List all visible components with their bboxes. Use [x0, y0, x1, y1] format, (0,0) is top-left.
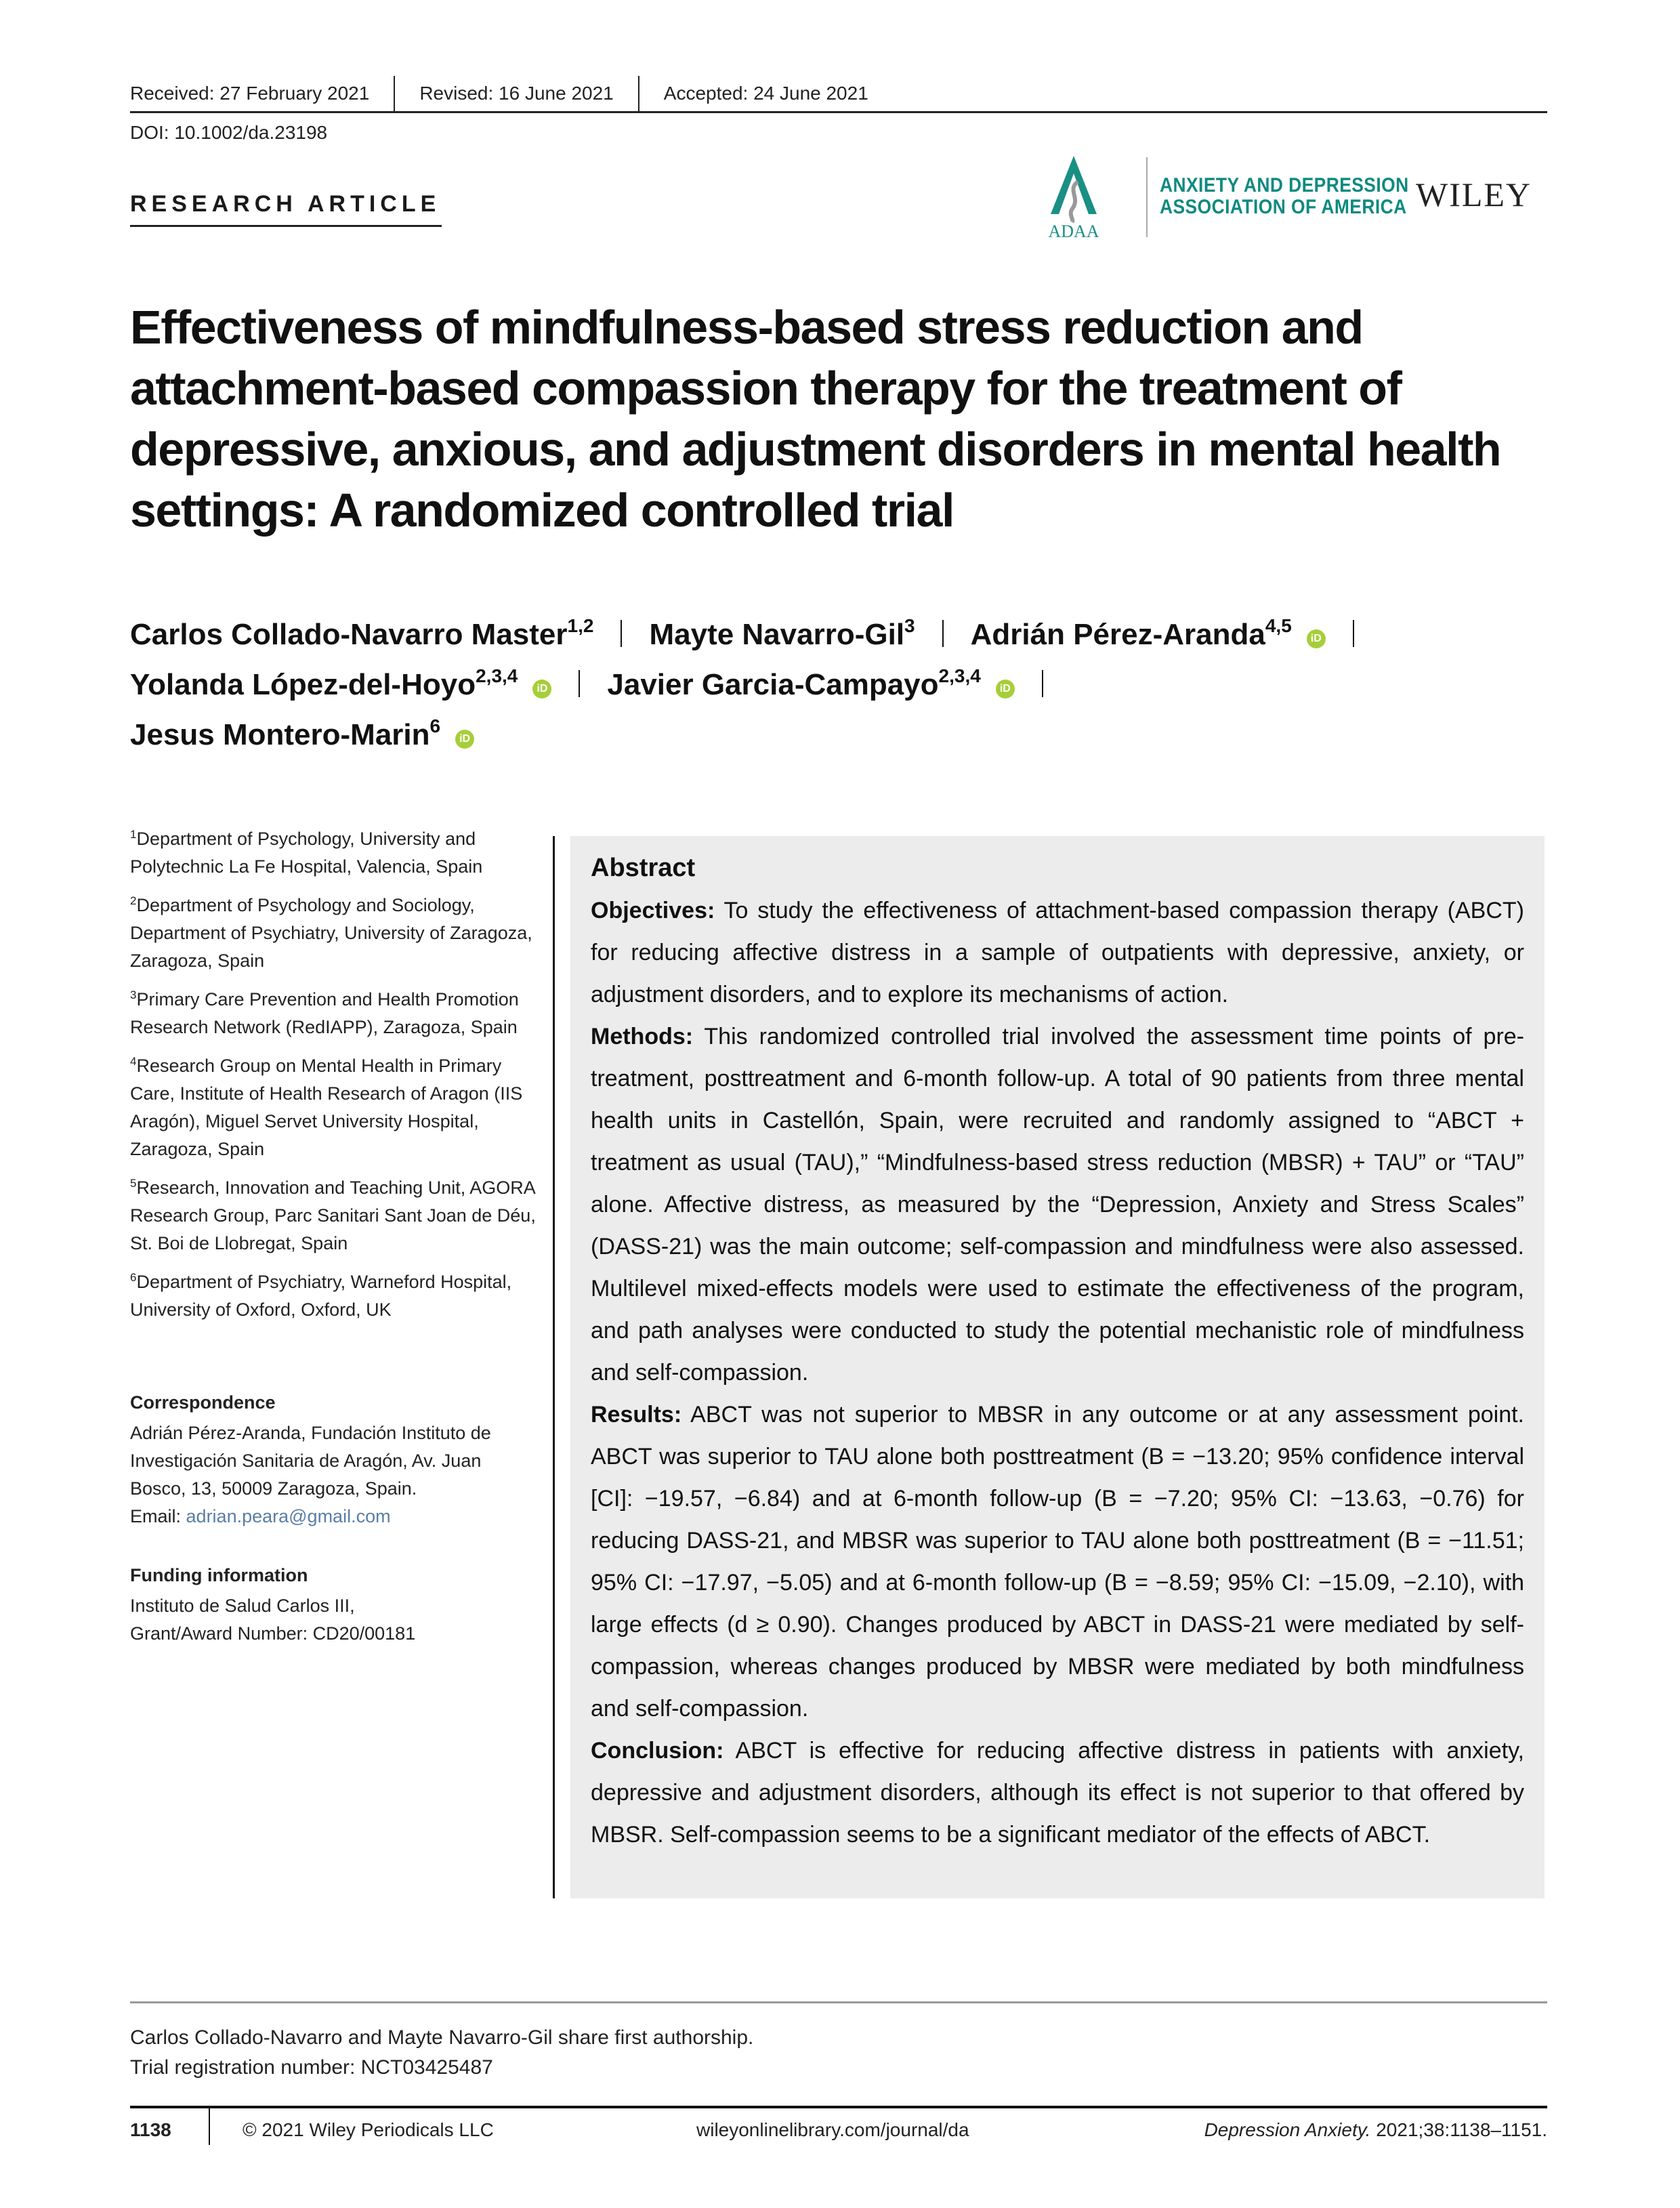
author-separator — [579, 670, 580, 697]
journal-url[interactable]: wileyonlinelibrary.com/journal/da — [696, 2119, 969, 2140]
wiley-logo: WILEY — [1416, 175, 1532, 213]
trial-registration: Trial registration number: NCT03425487 — [130, 2056, 493, 2079]
grant-number: Grant/Award Number: CD20/00181 — [130, 1623, 416, 1644]
correspondence-heading: Correspondence — [130, 1392, 276, 1413]
adaa-wordmark — [1160, 175, 1409, 218]
abstract-methods: Methods: This randomized controlled trial involved the assessment time points of pre-treatment, posttreatment and 6-month follow-up. A total of 90 patients from three mental health units in Castellón, Spain, were recruited and randomly assigned to “ABCT + treatment as usual (TAU),” “Mindfulness-based stress reduction (MBSR) + TAU” or “TAU” alone. Affective distress, as measured by the “Depression, Anxiety and Stress Scales” (DASS-21) was the main outcome; self-compassion and mindfulness were also assessed. Multilevel mixed-effects models were used to estimate the effectiveness of the program, and path analyses were conducted to study the potential mechanistic role of mindfulness and self-compassion. — [591, 1024, 1524, 1386]
first-authorship-note: Carlos Collado-Navarro and Mayte Navarro-Gil share first authorship. — [130, 2026, 754, 2049]
footnote-rule — [130, 2001, 1547, 2003]
author-separator — [1353, 620, 1354, 647]
author[interactable]: Yolanda López-del-Hoyo$^{2,3,4}$ — [130, 665, 518, 701]
received-date: Received: 27 February 2021 — [130, 76, 395, 111]
author-separator — [1042, 670, 1043, 697]
logo-divider — [1146, 157, 1148, 237]
affiliation: $^3$Primary Care Prevention and Health Promotion Research Network (RedIAPP), Zaragoza, Spain — [130, 988, 519, 1037]
author[interactable]: Javier Garcia-Campayo$^{2,3,4}$ — [607, 665, 981, 701]
adaa-logo-icon — [1047, 154, 1101, 240]
page-footer — [130, 2108, 1547, 2152]
orcid-icon[interactable]: iD — [455, 730, 474, 749]
revised-date: Revised: 16 June 2021 — [395, 76, 639, 111]
orcid-icon[interactable]: iD — [996, 680, 1015, 699]
affiliation: $^4$Research Group on Mental Health in Primary Care, Institute of Health Research of Aragon (IIS Aragón), Miguel Servet University Hospital, Zaragoza, Spain — [130, 1055, 523, 1159]
abstract-box — [570, 836, 1545, 1898]
page-number: 1138 — [130, 2119, 171, 2140]
author[interactable]: Mayte Navarro-Gil$^3$ — [649, 615, 915, 651]
abstract-objectives: Objectives: To study the effectiveness of attachment-based compassion therapy (ABCT) for reducing affective distress in a sample of outpatients with depressive, anxiety, or adjustment disorders, and to explore its mechanisms of action. — [591, 898, 1524, 1007]
journal-citation: Depression Anxiety. 2021;38:1138–1151. — [1204, 2119, 1547, 2140]
author-separator — [942, 620, 944, 647]
article-title: Effectiveness of mindfulness-based stress reduction and attachment-based compassion therapy for the treatment of depressive, anxious, and adjustment disorders in mental health settings: A randomized controlled trial — [130, 301, 1501, 537]
header-rule — [130, 111, 1547, 113]
footnotes — [130, 2023, 753, 2083]
doi[interactable]: DOI: 10.1002/da.23198 — [130, 122, 328, 143]
author[interactable]: Jesus Montero-Marin$^6$ — [130, 715, 441, 751]
affiliation: $^2$Department of Psychology and Sociology, Department of Psychiatry, University of Zaragoza, Zaragoza, Spain — [130, 894, 532, 971]
author[interactable]: Adrián Pérez-Aranda$^{4,5}$ — [970, 615, 1292, 651]
funding-source: Instituto de Salud Carlos III, — [130, 1596, 355, 1616]
article-type-underline — [130, 225, 442, 227]
affiliation: $^5$Research, Innovation and Teaching Unit, AGORA Research Group, Parc Sanitari Sant Joan de Déu, St. Boi de Llobregat, Spain — [130, 1177, 536, 1253]
author-separator — [621, 620, 622, 647]
orcid-icon[interactable]: iD — [1307, 629, 1326, 648]
publication-dates — [130, 76, 893, 111]
funding-info — [130, 1562, 537, 1648]
affiliations — [130, 825, 537, 1335]
copyright: © 2021 Wiley Periodicals LLC — [243, 2119, 494, 2140]
author[interactable]: Carlos Collado-Navarro Master$^{1,2}$ — [130, 615, 594, 651]
article-type: RESEARCH ARTICLE — [130, 191, 441, 217]
footer-divider — [209, 2108, 210, 2145]
affiliation: $^1$Department of Psychology, University and Polytechnic La Fe Hospital, Valencia, Spain — [130, 828, 483, 877]
funding-heading: Funding information — [130, 1565, 308, 1585]
affiliation: $^6$Department of Psychiatry, Warneford Hospital, University of Oxford, Oxford, UK — [130, 1271, 512, 1320]
correspondence-address: Adrián Pérez-Aranda, Fundación Instituto de Investigación Sanitaria de Aragón, Av. Juan Bosco, 13, 50009 Zaragoza, Spain. — [130, 1423, 491, 1499]
adaa-line-1: ANXIETY AND DEPRESSION — [1160, 174, 1409, 196]
abstract-heading: Abstract — [591, 854, 696, 882]
correspondence — [130, 1389, 537, 1530]
accepted-date: Accepted: 24 June 2021 — [663, 83, 868, 104]
author-list — [130, 610, 1553, 760]
svg-text:ADAA: ADAA — [1048, 222, 1099, 240]
adaa-line-2: ASSOCIATION OF AMERICA — [1160, 196, 1407, 218]
abstract-results: Results: ABCT was not superior to MBSR in any outcome or at any assessment point. ABCT was superior to TAU alone both posttreatment (B = −13.20; 95% confidence interval [CI]: −19.57, −6.84) and at 6-month follow-up (B = −7.20; 95% CI: −13.63, −0.76) for reducing DASS-21, and MBSR was superior to TAU alone both posttreatment (B = −11.51; 95% CI: −17.97, −5.05) and at 6-month follow-up (B = −8.59; 95% CI: −15.09, −2.10), with large effects (d ≥ 0.90). Changes produced by ABCT in DASS-21 were mediated by self-compassion, whereas changes produced by MBSR were mediated by both mindfulness and self-compassion. — [591, 1402, 1524, 1722]
column-divider — [553, 836, 555, 1898]
correspondence-email-line: Email: adrian.peara@gmail.com — [130, 1506, 391, 1526]
orcid-icon[interactable]: iD — [532, 680, 551, 699]
email-link[interactable]: adrian.peara@gmail.com — [186, 1506, 391, 1526]
abstract-conclusion: Conclusion: ABCT is effective for reducing affective distress in patients with anxiety, depressive and adjustment disorders, although its effect is not superior to that offered by MBSR. Self-compassion seems to be a significant mediator of the effects of ABCT. — [591, 1738, 1524, 1848]
